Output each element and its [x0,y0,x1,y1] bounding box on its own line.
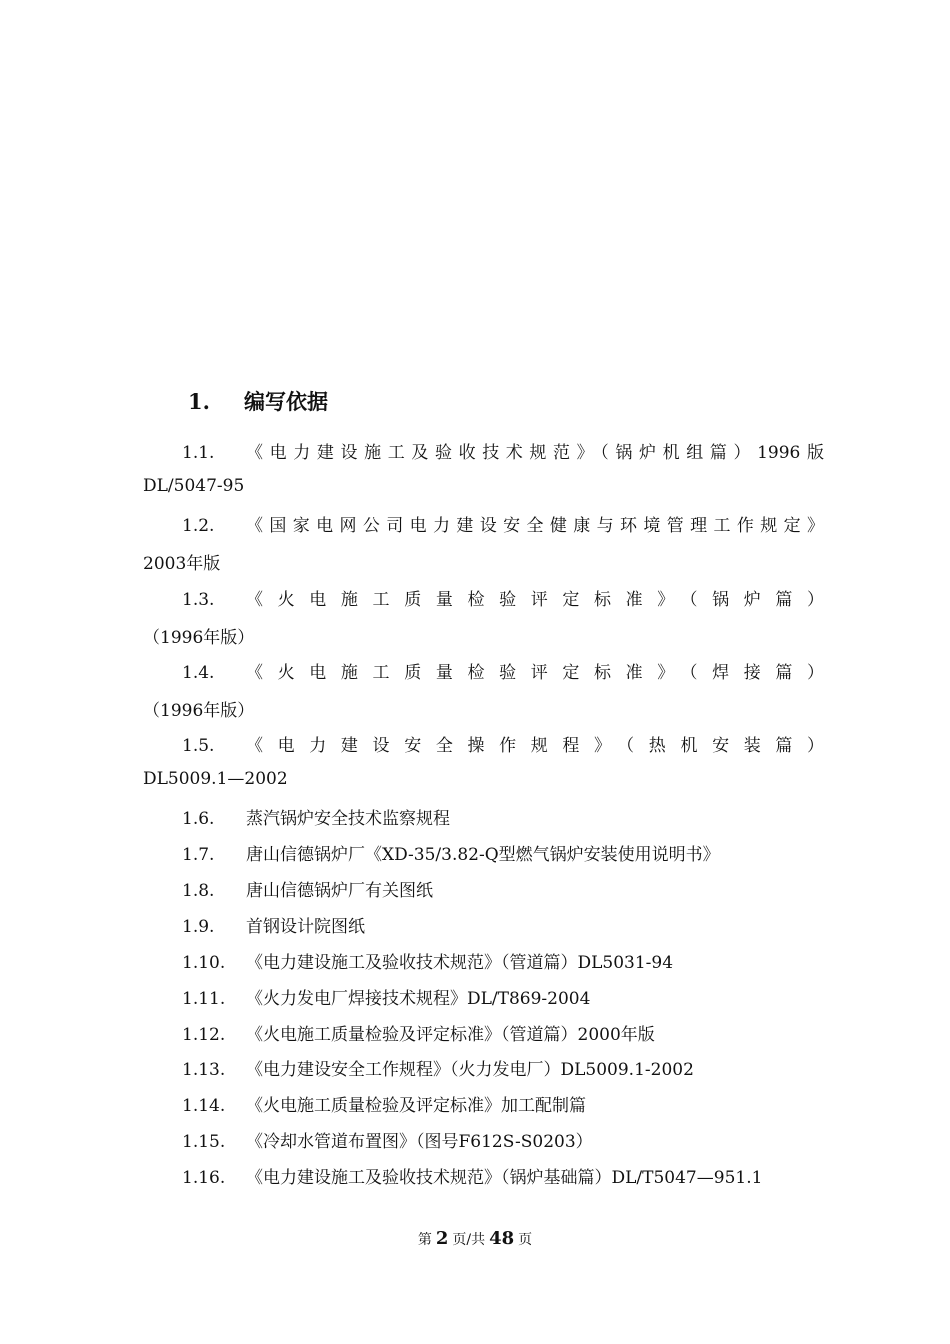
item-text: 唐山信德锅炉厂《XD-35/3.82-Q型燃气锅炉安装使用说明书》 [246,845,720,865]
item-number: 1.2. [182,516,215,536]
item-number: 1.1. [182,443,215,463]
item-number: 1.10. [182,953,226,973]
footer-suffix: 页 [518,1232,533,1248]
item-number: 1.12. [182,1025,226,1045]
page-footer [0,1228,950,1249]
section-number: 1. [188,388,210,414]
item-text: 《国家电网公司电力建设安全健康与环境管理工作规定》 [246,516,824,536]
item-text: 《火电施工质量检验评定标准》（锅炉篇） [246,590,824,610]
item-number: 1.6. [182,809,215,829]
item-number: 1.9. [182,917,215,937]
total-page-count: 48 [489,1228,515,1249]
item-text: 《火电施工质量检验及评定标准》（管道篇）2000年版 [246,1025,655,1045]
item-number: 1.15. [182,1132,226,1152]
footer-prefix: 第 [417,1232,432,1248]
item-continuation: DL/5047-95 [143,476,245,496]
item-text: 《电力建设施工及验收技术规范》（管道篇）DL5031-94 [246,953,674,973]
item-text: 蒸汽锅炉安全技术监察规程 [246,809,450,829]
item-text: 《火电施工质量检验及评定标准》加工配制篇 [246,1096,586,1116]
item-number: 1.7. [182,845,215,865]
section-heading [188,386,328,416]
section-title: 编写依据 [244,389,328,414]
item-text: 《电力建设安全工作规程》（火力发电厂）DL5009.1-2002 [246,1060,694,1080]
item-text: 唐山信德锅炉厂有关图纸 [246,881,433,901]
item-continuation: DL5009.1—2002 [143,769,288,789]
item-number: 1.14. [182,1096,226,1116]
item-text: 《火力发电厂焊接技术规程》DL/T869-2004 [246,989,591,1009]
item-number: 1.4. [182,663,215,683]
current-page-number: 2 [435,1228,449,1249]
item-number: 1.5. [182,736,215,756]
item-number: 1.16. [182,1168,226,1188]
item-text: 《电力建设施工及验收技术规范》（锅炉机组篇）1996版 [246,443,824,463]
item-text: 《电力建设安全操作规程》（热机安装篇） [246,736,824,756]
item-text: 《火电施工质量检验评定标准》（焊接篇） [246,663,824,683]
footer-middle: 页/共 [452,1232,486,1248]
item-number: 1.11. [182,989,226,1009]
item-number: 1.13. [182,1060,226,1080]
item-number: 1.8. [182,881,215,901]
item-continuation: （1996年版） [143,701,255,721]
item-number: 1.3. [182,590,215,610]
item-text: 《电力建设施工及验收技术规范》（锅炉基础篇）DL/T5047—951.1 [246,1168,763,1188]
item-continuation: 2003年版 [143,554,221,574]
item-continuation: （1996年版） [143,628,255,648]
item-text: 首钢设计院图纸 [246,917,365,937]
item-text: 《冷却水管道布置图》（图号F612S-S0203） [246,1132,593,1152]
